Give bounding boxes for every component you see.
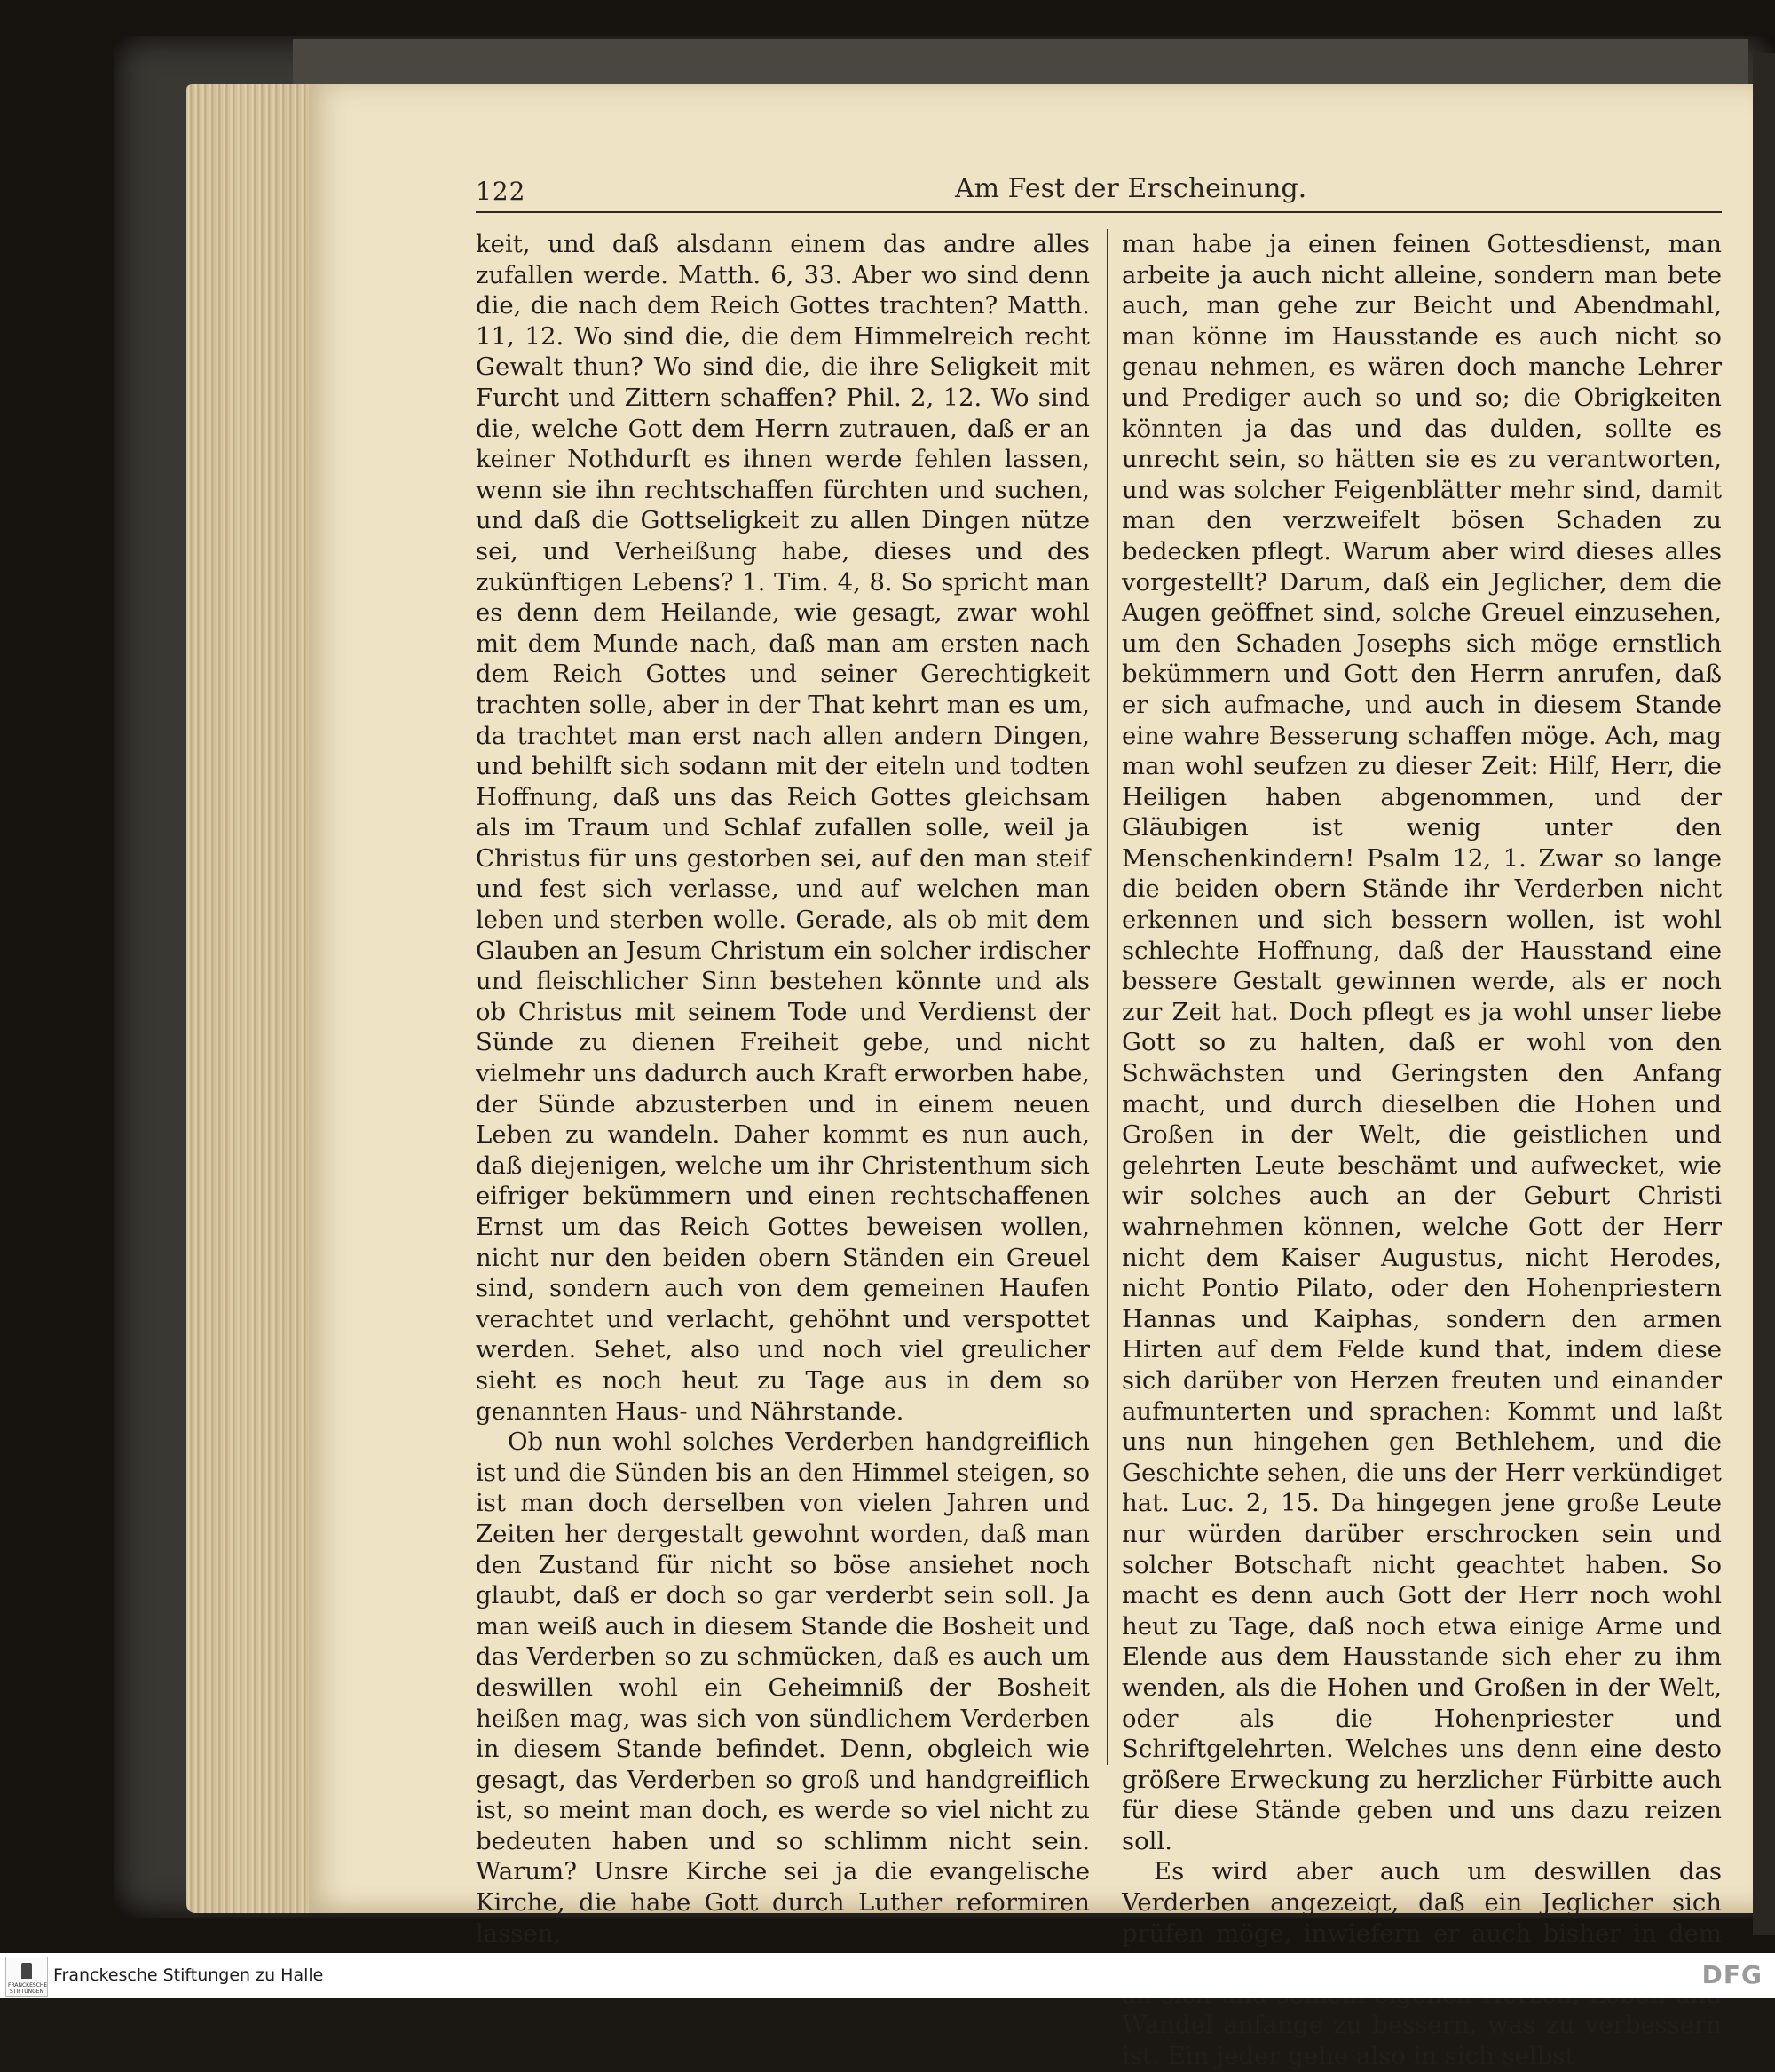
header-rule [476,211,1722,213]
text-column-right [1122,229,1722,2072]
column-divider [1107,229,1108,1765]
logo-caption: FRANCKESCHE STIFTUNGEN [8,1982,48,1995]
paragraph: Es wird aber auch um deswillen das Verderben angezeigt, daß ein Jeglicher sich prüfen möge, inwiefern er auch bisher in dem Wandel anfange zu bessern, was zu verbessern ist. Ein jeder gehe also in sich selbst [1122,1857,1722,2071]
viewer-footer [0,1953,1775,1998]
page-header [476,173,1718,209]
institution-name[interactable]: Franckesche Stiftungen zu Halle [53,1965,324,1985]
text-column-left [476,229,1090,1949]
book-spine-edge [1753,53,1775,1935]
building-icon [21,1963,32,1979]
running-title: Am Fest der Erscheinung. [955,173,1307,204]
paragraph: Ob nun wohl solches Verderben handgreiflich ist und die Sünden bis an den Himmel steigen, so ist man doch derselben von vielen Jahren und Zeiten her dergestalt gewohnt worden, daß man den Zustand für nicht so böse ansiehet noch glaubt, daß er doch so gar verderbt sein soll. Ja man weiß auch in diesem Stande die Bosheit und das Verderben so zu schmücken, daß es auch um deswillen wohl ein Geheimniß der Bosheit heißen mag, was sich von sündlichem Verderben in diesem Stande befindet. Denn, obgleich wie gesagt, das Verderben so groß und handgreiflich ist, so meint man doch, es werde so viel nicht zu bedeuten haben und so schlimm nicht sein. Warum? Unsre Kirche sei ja die evangelische Kirche, die habe Gott durch Luther reformiren lassen, [476,1427,1090,1948]
dfg-logo[interactable]: DFG [1701,1960,1763,1989]
page-number: 122 [476,177,526,206]
page-edges [186,84,328,1913]
book-cover-top-edge [293,39,1748,91]
institution-logo[interactable] [5,1957,48,1997]
paragraph: man habe ja einen feinen Gottesdienst, man arbeite ja auch nicht alleine, sondern man bete auch, man gehe zur Beicht und Abendmahl, man könne im Hausstande es auch nicht so genau nehmen, es wären doch manche Lehrer und Prediger auch so und so; die Obrigkeiten könnten ja das und das dulden, sollte es unrecht sein, so hätten sie es zu verantworten, und was solcher Feigenblätter mehr sind, damit man den verzweifelt bösen Schaden zu bedecken pflegt. Warum aber wird dieses alles vorgestellt? Darum, daß ein Jeglicher, dem die Augen geöffnet sind, solche Greuel einzusehen, um den Schaden Josephs sich möge ernstlich bekümmern und Gott den Herrn anrufen, daß er sich aufmache, und auch in diesem Stande eine wahre Besserung schaffen möge. Ach, mag man wohl seufzen zu dieser Zeit: Hilf, Herr, die Heiligen haben abgenommen, und der Gläubigen ist wenig unter den Menschenkindern! Psalm 12, 1. Zwar so lange die beiden obern Stände ihr Verderben nicht erkennen und sich bessern wollen, ist wohl schlechte Hoffnung, daß der Hausstand eine bessere Gestalt gewinnen werde, als er noch zur Zeit hat. Doch pflegt es ja wohl unser liebe Gott so zu halten, daß er wohl von den Schwächsten und Geringsten den Anfang macht, und durch dieselben die Hohen und Großen in der Welt, die geistlichen und gelehrten Leute beschämt und aufwecket, wie wir solches auch an der Geburt Christi wahrnehmen können, welche Gott der Herr nicht dem Kaiser Augustus, nicht Herodes, nicht Pontio Pilato, oder den Hohenpriestern Hannas und Kaiphas, sondern den armen Hirten auf dem Felde kund that, indem diese sich darüber von Herzen freuten und einander aufmunterten und sprachen: Kommt und laßt uns nun hingehen gen Bethlehem, und die Geschichte sehen, die uns der Herr verkündiget hat. Luc. 2, 15. Da hingegen jene große Leute nur würden darüber erschrocken sein und solcher Botschaft nicht geachtet haben. So macht es denn auch Gott der Herr noch wohl heut zu Tage, daß noch etwa einige Arme und Elende aus dem Hausstande sich eher zu ihm wenden, als die Hohen und Großen in der Welt, oder als die Hohenpriester und Schriftgelehrten. Welches uns denn eine desto größere Erweckung zu herzlicher Fürbitte auch für diese Stände geben und uns dazu reizen soll. [1122,230,1722,1855]
paragraph: keit, und daß alsdann einem das andre alles zufallen werde. Matth. 6, 33. Aber wo sind denn die, die nach dem Reich Gottes trachten? Matth. 11, 12. Wo sind die, die dem Himmelreich recht Gewalt thun? Wo sind die, die ihre Seligkeit mit Furcht und Zittern schaffen? Phil. 2, 12. Wo sind die, welche Gott dem Herrn zutrauen, daß er an keiner Nothdurft es ihnen werde fehlen lassen, wenn sie ihn rechtschaffen fürchten und suchen, und daß die Gottseligkeit zu allen Dingen nütze sei, und Verheißung habe, dieses und des zukünftigen Lebens? 1. Tim. 4, 8. So spricht man es denn dem Heilande, wie gesagt, zwar wohl mit dem Munde nach, daß man am ersten nach dem Reich Gottes und seiner Gerechtigkeit trachten solle, aber in der That kehrt man es um, da trachtet man erst nach allen andern Dingen, und behilft sich sodann mit der eiteln und todten Hoffnung, daß uns das Reich Gottes gleichsam als im Traum und Schlaf zufallen solle, weil ja Christus für uns gestorben sei, auf den man steif und fest sich verlasse, und auf welchen man leben und sterben wolle. Gerade, als ob mit dem Glauben an Jesum Christum ein solcher irdischer und fleischlicher Sinn bestehen könnte und als ob Christus mit seinem Tode und Verdienst der Sünde zu dienen Freiheit gebe, und nicht vielmehr uns dadurch auch Kraft erworben habe, der Sünde abzusterben und in einem neuen Leben zu wandeln. Daher kommt es nun auch, daß diejenigen, welche um ihr Christenthum sich eifriger bekümmern und einen rechtschaffenen Ernst um das Reich Gottes beweisen wollen, nicht nur den beiden obern Ständen ein Greuel sind, sondern auch von dem gemeinen Haufen verachtet und verlacht, gehöhnt und verspottet werden. Sehet, also und noch viel greulicher sieht es noch heut zu Tage aus in dem so genannten Haus- und Nährstande. [476,230,1090,1426]
